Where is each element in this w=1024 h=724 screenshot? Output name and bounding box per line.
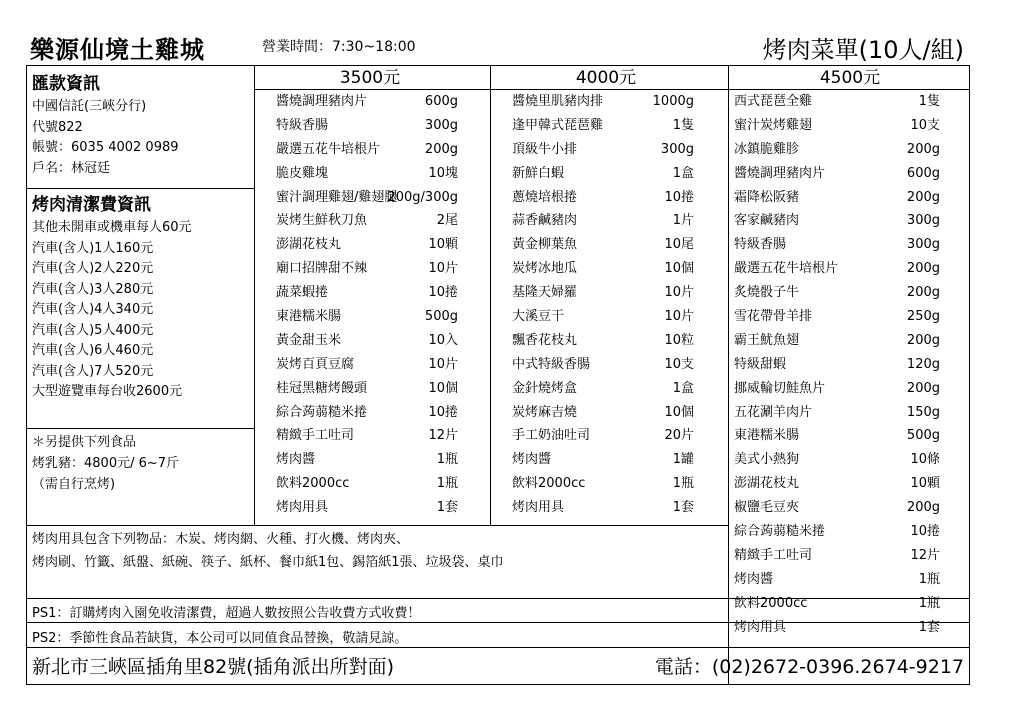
menu-item <box>730 233 970 257</box>
plan-price: 4000元 <box>575 68 637 88</box>
remit-section <box>32 71 179 179</box>
menu-item-name: 飲料2000cc <box>276 476 350 492</box>
menu-item-qty: 1套 <box>918 619 940 635</box>
menu-item-name: 廟口招牌甜不辣 <box>276 261 368 277</box>
menu-item-qty: 120g <box>906 356 940 372</box>
menu-item <box>490 186 722 210</box>
menu-item-name: 澎湖花枝丸 <box>276 237 342 253</box>
menu-item-name: 桂冠黑糖烤饅頭 <box>276 380 368 396</box>
menu-item <box>730 353 970 377</box>
cleaning-section <box>32 192 192 403</box>
menu-item-qty: 10片 <box>428 356 458 372</box>
menu-item-name: 東港糯米腸 <box>276 309 342 325</box>
menu-item-qty: 250g <box>906 309 940 325</box>
menu-item-name: 霜降松阪豬 <box>734 189 800 205</box>
menu-item-name: 蔬菜蝦捲 <box>276 285 329 301</box>
menu-item <box>254 305 486 329</box>
menu-item-name: 烤肉醬 <box>276 452 316 468</box>
tools-note <box>32 528 504 574</box>
menu-item-qty: 1套 <box>672 500 694 516</box>
menu-item-name: 炙燒骰子牛 <box>734 285 800 301</box>
menu-item-name: 東港糯米腸 <box>734 428 800 444</box>
menu-item-qty: 10捲 <box>664 189 694 205</box>
menu-item-qty: 1瓶 <box>918 571 940 587</box>
menu-item <box>254 186 486 210</box>
menu-item-name: 雪花帶骨羊排 <box>734 309 813 325</box>
menu-item <box>490 138 722 162</box>
menu-item-qty: 10尾 <box>664 237 694 253</box>
note-ps1: PS1：訂購烤肉入園免收清潔費，超過人數按照公告收費方式收費！ <box>32 606 421 621</box>
menu-item <box>730 568 970 592</box>
menu-item <box>254 377 486 401</box>
menu-item-qty: 200g <box>906 141 940 157</box>
menu-item <box>490 281 722 305</box>
menu-item <box>490 305 722 329</box>
plan-column-3500 <box>254 66 486 520</box>
menu-item-qty: 300g <box>906 237 940 253</box>
menu-item-name: 蜜汁炭烤雞翅 <box>734 117 813 133</box>
menu-item <box>490 401 722 425</box>
menu-item <box>254 472 486 496</box>
menu-item <box>254 209 486 233</box>
menu-item <box>254 162 486 186</box>
menu-item <box>254 281 486 305</box>
remit-line: 中國信託(三峽分行) <box>32 99 147 114</box>
menu-item-qty: 1隻 <box>918 94 940 109</box>
menu-item-qty: 600g <box>424 94 458 109</box>
cleaning-line: 汽車(含人)7人520元 <box>32 363 154 379</box>
menu-item <box>730 616 970 640</box>
menu-item <box>254 90 486 114</box>
menu-item <box>254 233 486 257</box>
menu-item-name: 精緻手工吐司 <box>734 547 813 563</box>
menu-item <box>490 377 722 401</box>
menu-item-name: 五花涮羊肉片 <box>734 404 813 420</box>
menu-item-qty: 10捲 <box>910 524 940 540</box>
menu-item-name: 烤肉用具 <box>734 619 787 635</box>
menu-item-name: 美式小熱狗 <box>734 452 800 468</box>
menu-item-name: 新鮮白蝦 <box>512 165 565 181</box>
menu-item <box>730 257 970 281</box>
menu-item <box>490 257 722 281</box>
menu-item-qty: 300g <box>424 117 458 133</box>
menu-item-name: 冰鎮脆雞胗 <box>734 141 800 157</box>
menu-item <box>254 496 486 520</box>
menu-item-qty: 10支 <box>664 356 694 372</box>
menu-item-name: 炭烤冰地瓜 <box>512 261 578 277</box>
divider <box>26 188 254 189</box>
menu-item-name: 綜合蒟蒻糙米捲 <box>734 524 826 540</box>
menu-item-name: 頂級牛小排 <box>512 141 578 157</box>
menu-item-qty: 500g <box>424 309 458 325</box>
menu-item-name: 炭烤生鮮秋刀魚 <box>276 213 368 229</box>
menu-item-name: 飲料2000cc <box>512 476 586 492</box>
menu-item <box>490 424 722 448</box>
menu-item <box>254 424 486 448</box>
menu-item-qty: 300g <box>906 213 940 229</box>
menu-item-qty: 10片 <box>664 285 694 301</box>
cleaning-line: 汽車(含人)3人280元 <box>32 281 154 297</box>
menu-item-qty: 10片 <box>428 261 458 277</box>
menu-item <box>254 353 486 377</box>
cleaning-title: 烤肉清潔費資訊 <box>32 195 151 215</box>
extra-line: ＊另提供下列食品 <box>32 435 137 450</box>
menu-item <box>730 544 970 568</box>
menu-item-name: 蔥燒培根捲 <box>512 189 578 205</box>
menu-item-qty: 500g <box>906 428 940 444</box>
menu-item <box>254 329 486 353</box>
menu-item <box>730 401 970 425</box>
menu-item-qty: 10個 <box>664 404 694 420</box>
menu-item-qty: 10顆 <box>428 237 458 253</box>
menu-item-name: 蜜汁調理雞翅/雞翅腿 <box>276 189 398 205</box>
menu-item <box>730 520 970 544</box>
menu-item-name: 霸王魷魚翅 <box>734 332 800 348</box>
menu-item-qty: 2尾 <box>436 213 458 229</box>
cleaning-line: 汽車(含人)1人160元 <box>32 240 154 256</box>
menu-item-qty: 150g <box>906 404 940 420</box>
divider <box>26 647 970 648</box>
menu-item-qty: 1瓶 <box>436 452 458 468</box>
menu-item <box>730 114 970 138</box>
business-hours: 營業時間：7:30~18:00 <box>262 39 416 55</box>
menu-item-name: 嚴選五花牛培根片 <box>276 141 381 157</box>
menu-item-qty: 300g <box>660 141 694 157</box>
plan-column-4000 <box>490 66 722 520</box>
menu-item <box>490 162 722 186</box>
tools-note-line: 烤肉用具包含下列物品：木炭、烤肉網、火種、打火機、烤肉夾、 <box>32 532 410 547</box>
divider <box>26 525 728 526</box>
menu-item-name: 蒜香鹹豬肉 <box>512 213 578 229</box>
cleaning-line: 汽車(含人)6人460元 <box>32 343 154 358</box>
menu-item <box>730 90 970 114</box>
menu-item-name: 手工奶油吐司 <box>512 428 591 444</box>
menu-item <box>254 401 486 425</box>
menu-item-name: 烤肉醬 <box>512 452 552 468</box>
menu-item <box>490 329 722 353</box>
menu-item-qty: 200g/300g <box>387 189 458 205</box>
cleaning-line: 大型遊覽車每台收2600元 <box>32 384 183 399</box>
menu-item-name: 澎湖花枝丸 <box>734 476 800 492</box>
menu-item <box>730 186 970 210</box>
divider <box>26 428 254 429</box>
menu-item-qty: 200g <box>906 285 940 301</box>
menu-item-name: 特級甜蝦 <box>734 356 787 372</box>
menu-item-name: 西式琵琶全雞 <box>734 94 813 109</box>
menu-item-name: 脆皮雞塊 <box>276 165 329 181</box>
menu-item-name: 客家鹹豬肉 <box>734 213 800 229</box>
menu-item-qty: 10支 <box>910 117 940 133</box>
footer-address: 新北市三峽區插角里82號(插角派出所對面) <box>32 656 395 678</box>
menu-title: 烤肉菜單(10人/組) <box>762 36 964 64</box>
extra-line: 烤乳豬：4800元/ 6~7斤 <box>32 456 180 471</box>
menu-item <box>254 448 486 472</box>
menu-item <box>730 592 970 616</box>
menu-item-name: 炭烤麻吉燒 <box>512 404 578 420</box>
menu-item <box>490 448 722 472</box>
menu-item-qty: 600g <box>906 165 940 181</box>
menu-item-qty: 200g <box>906 500 940 516</box>
menu-item-qty: 1瓶 <box>672 476 694 492</box>
plan-column-4500 <box>730 66 970 639</box>
menu-item-qty: 1瓶 <box>436 476 458 492</box>
menu-item-qty: 10塊 <box>428 165 458 181</box>
menu-item <box>730 329 970 353</box>
remit-line: 戶名：林冠廷 <box>32 160 111 176</box>
menu-item-name: 中式特級香腸 <box>512 356 591 372</box>
menu-item <box>490 353 722 377</box>
menu-item-name: 基隆天婦羅 <box>512 285 578 301</box>
menu-item <box>730 424 970 448</box>
menu-item-name: 醬燒調理豬肉片 <box>276 94 368 109</box>
menu-item <box>254 138 486 162</box>
menu-item-qty: 10個 <box>428 380 458 396</box>
menu-item-name: 綜合蒟蒻糙米捲 <box>276 404 368 420</box>
menu-item-qty: 1隻 <box>672 117 694 133</box>
menu-item <box>490 233 722 257</box>
menu-item-qty: 200g <box>906 261 940 277</box>
menu-item-qty: 10片 <box>664 309 694 325</box>
menu-item-name: 逢甲韓式琵琶雞 <box>512 117 604 133</box>
menu-item-qty: 1片 <box>672 213 694 229</box>
footer-phone: 電話：(02)2672-0396.2674-9217 <box>654 656 964 678</box>
menu-item <box>490 496 722 520</box>
menu-item-qty: 10條 <box>910 452 940 468</box>
menu-item-qty: 10捲 <box>428 285 458 301</box>
menu-item <box>730 209 970 233</box>
shop-name: 樂源仙境土雞城 <box>30 36 205 64</box>
menu-item-name: 大溪豆干 <box>512 309 565 325</box>
menu-item-qty: 12片 <box>910 547 940 563</box>
menu-item-qty: 200g <box>906 332 940 348</box>
menu-item-qty: 12片 <box>428 428 458 444</box>
menu-item-qty: 10捲 <box>428 404 458 420</box>
menu-item-name: 烤肉醬 <box>734 571 774 587</box>
tools-note-line: 烤肉刷、竹籤、紙盤、紙碗、筷子、紙杯、餐巾紙1包、錫箔紙1張、垃圾袋、桌巾 <box>32 555 504 570</box>
cleaning-line: 汽車(含人)2人220元 <box>32 261 154 276</box>
menu-item-name: 嚴選五花牛培根片 <box>734 261 839 277</box>
menu-item <box>254 114 486 138</box>
menu-item <box>254 257 486 281</box>
menu-item-name: 炭烤百頁豆腐 <box>276 356 355 372</box>
menu-item <box>730 377 970 401</box>
cleaning-line: 汽車(含人)4人340元 <box>32 302 154 317</box>
cleaning-line: 汽車(含人)5人400元 <box>32 322 154 338</box>
menu-item-qty: 200g <box>424 141 458 157</box>
menu-item-qty: 200g <box>906 380 940 396</box>
remit-title: 匯款資訊 <box>32 74 100 94</box>
menu-item <box>730 281 970 305</box>
menu-item <box>490 114 722 138</box>
menu-item-name: 飲料2000cc <box>734 595 808 611</box>
menu-item-name: 特級香腸 <box>276 117 329 133</box>
menu-item-name: 烤肉用具 <box>276 500 329 516</box>
menu-item <box>730 138 970 162</box>
plan-price: 4500元 <box>819 68 881 88</box>
remit-line: 帳號：6035 4002 0989 <box>32 140 179 155</box>
menu-item-name: 醬燒調理豬肉片 <box>734 165 826 181</box>
menu-item-name: 特級香腸 <box>734 237 787 253</box>
extra-line: （需自行烹烤) <box>32 477 116 492</box>
menu-item-name: 精緻手工吐司 <box>276 428 355 444</box>
menu-item-qty: 10顆 <box>910 476 940 492</box>
menu-item-name: 烤肉用具 <box>512 500 565 516</box>
menu-item-name: 黃金柳葉魚 <box>512 237 578 253</box>
menu-item-qty: 10粒 <box>664 332 694 348</box>
menu-item-name: 挪威輪切鮭魚片 <box>734 380 826 396</box>
menu-item-qty: 10個 <box>664 261 694 277</box>
divider <box>728 65 729 685</box>
remit-line: 代號822 <box>32 119 83 135</box>
menu-item <box>490 472 722 496</box>
extra-section <box>32 432 179 495</box>
menu-item <box>490 209 722 233</box>
menu-item-qty: 10入 <box>428 332 458 348</box>
menu-item-qty: 1000g <box>652 94 694 109</box>
menu-item-qty: 1套 <box>436 500 458 516</box>
menu-item <box>730 162 970 186</box>
menu-item-qty: 200g <box>906 189 940 205</box>
menu-item <box>730 305 970 329</box>
menu-item-qty: 1盒 <box>672 380 694 396</box>
menu-item-name: 椒鹽毛豆夾 <box>734 500 800 516</box>
menu-item-qty: 20片 <box>664 428 694 444</box>
menu-item <box>490 90 722 114</box>
menu-item <box>730 448 970 472</box>
plan-price: 3500元 <box>339 68 401 88</box>
menu-item <box>730 472 970 496</box>
menu-item-qty: 1瓶 <box>918 595 940 611</box>
menu-item-qty: 1罐 <box>672 452 694 468</box>
cleaning-line: 其他未開車或機車每人60元 <box>32 220 192 235</box>
menu-item <box>730 496 970 520</box>
menu-item-qty: 1盒 <box>672 165 694 181</box>
menu-item-name: 黃金甜玉米 <box>276 332 342 348</box>
menu-item-name: 醬燒里肌豬肉排 <box>512 94 604 109</box>
menu-item-name: 金針燒烤盒 <box>512 380 578 396</box>
note-ps2: PS2：季節性食品若缺貨，本公司可以同值食品替換，敬請見諒。 <box>32 631 408 646</box>
menu-item-name: 飄香花枝丸 <box>512 332 578 348</box>
